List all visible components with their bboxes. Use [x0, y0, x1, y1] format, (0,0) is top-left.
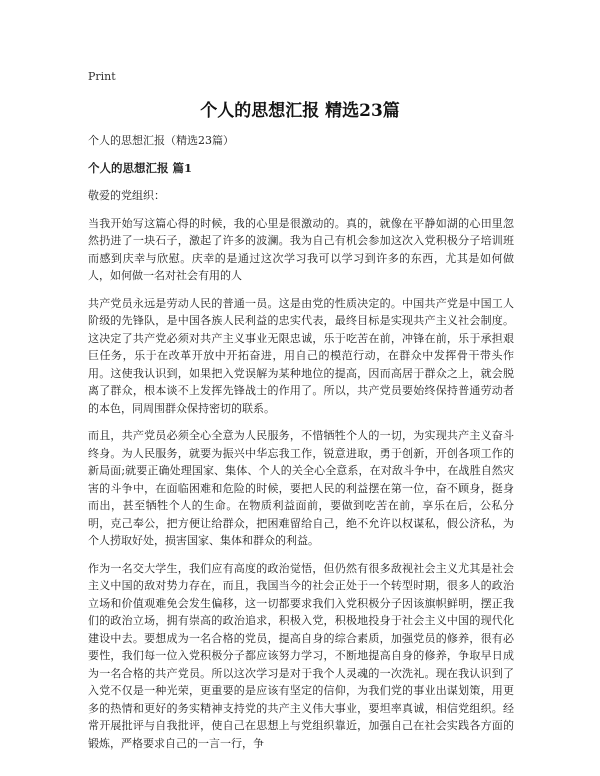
document-subtitle: 个人的思想汇报（精选23篇）	[88, 134, 234, 147]
body-paragraph-1: 当我开始写这篇心得的时候，我的心里是很激动的。真的，就像在平静如湖的心田里忽然扔进了一块石子，激起了许多的波澜。我为自己有机会参加这次入党积极分子培训班而感到庆幸与欣慰。庆幸的是通过这次学习我可以学习到许多的东西，尤其是如何做人，如何做一名对社会有用的人	[88, 216, 514, 282]
body-paragraph-3: 而且，共产党员必须全心全意为人民服务，不惜牺牲个人的一切，为实现共产主义奋斗终身。为人民服务，就要为振兴中华忘我工作，锐意进取，勇于创新，开创各项工作的新局面;就要正确处理国家、集体、个人的关全心全意系，在对敌斗争中，在战胜自然灾害的斗争中，在面临困难和危险的时候，要把人民的利益摆在第一位，奋不顾身，挺身而出，甚至牺牲个人的生命。在物质利益面前，要做到吃苦在前，享乐在后，公私分明，克己奉公，把方便让给群众，把困难留给自己，绝不允许以权谋私，假公济私，为个人捞取好处，损害国家、集体和群众的利益。	[88, 429, 515, 547]
print-link[interactable]: Print	[88, 70, 116, 83]
page-title: 个人的思想汇报 精选23篇	[200, 101, 400, 121]
document-body	[88, 132, 514, 762]
section-heading: 个人的思想汇报 篇1	[88, 160, 193, 175]
salutation: 敬爱的党组织：	[88, 189, 165, 202]
body-paragraph-4: 作为一名交大学生，我们应有高度的政治觉悟，但仍然有很多敌视社会主义尤其是社会主义中国的敌对势力存在，而且，我国当今的社会正处于一个转型时期，很多人的政治立场和价值观难免会发生偏移，这一切都要求我们入党积极分子因该旗帜鲜明，摆正我们的政治立场，拥有崇高的政治追求，积极入党，积极地投身于社会主义中国的现代化建设中去。要想成为一名合格的党员，提高自身的综合素质，加强党员的修养，很有必要性，我们每一位入党积极分子都应该努力学习，不断地提高自身的修养，争取早日成为一名合格的共产党员。所以这次学习是对于我个人灵魂的一次洗礼。现在我认识到了入党不仅是一种光荣，更重要的是应该有坚定的信仰，为我们党的事业出谋划策，用更多的热情和更好的务实精神支持党的共产主义伟大事业，要坦率真诚，相信党组织。经常开展批评与自我批评，使自己在思想上与党组织靠近，加强自己在社会实践各方面的锻炼，严格要求自己的一言一行，争	[88, 561, 514, 750]
body-paragraph-2: 共产党员永远是劳动人民的普通一员。这是由党的性质决定的。中国共产党是中国工人阶级的先锋队，是中国各族人民利益的忠实代表，最终目标是实现共产主义社会制度。这决定了共产党必须对共产主义事业无限忠诚，乐于吃苦在前，冲锋在前，乐于承担艰巨任务，乐于在改革开放中开拓奋进，用自己的模范行动，在群众中发挥骨干带头作用。这使我认识到，如果把入党误解为某种地位的提高，因而高居于群众之上，就会脱离了群众，根本谈不上发挥先锋战士的作用了。所以，共产党员要始终保持普通劳动者的本色，同周围群众保持密切的联系。	[88, 296, 514, 415]
